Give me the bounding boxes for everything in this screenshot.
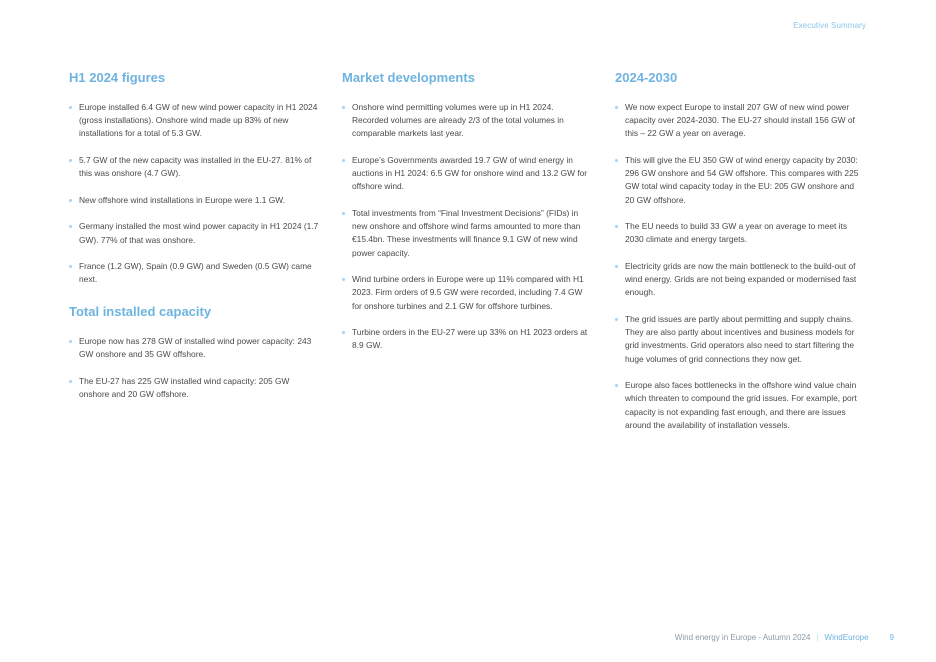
column-3	[615, 70, 865, 445]
footer-separator: |	[816, 633, 819, 642]
list-item: The grid issues are partly about permitting and supply chains. They are also partly about incentives and business models for grid investments. Grid operators also need to start filtering the huge volumes of grid connections they now get.	[615, 313, 865, 366]
list-item: We now expect Europe to install 207 GW of new wind power capacity over 2024-2030. The EU-27 should install 156 GW of this – 22 GW a year on average.	[615, 101, 865, 141]
list-item: Turbine orders in the EU-27 were up 33% on H1 2023 orders at 8.9 GW.	[342, 326, 592, 352]
list-item: 5.7 GW of the new capacity was installed in the EU-27. 81% of this was onshore (4.7 GW).	[69, 154, 319, 180]
column-2	[342, 70, 592, 366]
section-title-h1-2024: H1 2024 figures	[69, 70, 166, 85]
outlook-list	[615, 101, 865, 432]
section-label: Executive Summary	[793, 21, 866, 30]
market-developments-list	[342, 101, 592, 353]
list-item: Europe also faces bottlenecks in the offshore wind value chain which threaten to compound the grid issues. For example, port capacity is not expanding fast enough, and there are issues around the availability of installation vessels.	[615, 379, 865, 432]
page-number: 9	[889, 633, 894, 642]
publication-title: Wind energy in Europe - Autumn 2024	[674, 633, 811, 642]
list-item: Total investments from “Final Investment Decisions” (FIDs) in new onshore and offshore wind farms amounted to more than €15.4bn. These investments will finance 9.1 GW of new wind power capacity.	[342, 207, 592, 260]
total-installed-list	[69, 335, 319, 401]
page-footer	[675, 633, 894, 642]
list-item: The EU-27 has 225 GW installed wind capacity: 205 GW onshore and 20 GW offshore.	[69, 375, 319, 401]
list-item: Germany installed the most wind power capacity in H1 2024 (1.7 GW). 77% of that was onshore.	[69, 220, 319, 246]
list-item: Europe’s Governments awarded 19.7 GW of wind energy in auctions in H1 2024: 6.5 GW for onshore wind and 13.2 GW for offshore wind.	[342, 154, 592, 194]
brand-name: WindEurope	[824, 633, 869, 642]
list-item: Wind turbine orders in Europe were up 11% compared with H1 2023. Firm orders of 9.5 GW were recorded, including 7.4 GW for onshore turbines and 2.1 GW for offshore turbines.	[342, 273, 592, 313]
list-item: Electricity grids are now the main bottleneck to the build-out of wind energy. Grids are not being expanded or modernised fast enough.	[615, 260, 865, 300]
list-item: Europe installed 6.4 GW of new wind power capacity in H1 2024 (gross installations). Onshore wind made up 83% of new installations for a total of 5.3 GW.	[69, 101, 319, 141]
h1-2024-list	[69, 101, 319, 287]
list-item: This will give the EU 350 GW of wind energy capacity by 2030: 296 GW onshore and 54 GW offshore. This compares with 225 GW total wind capacity today in the EU: 205 GW onshore and 20 GW offshore.	[615, 154, 865, 207]
list-item: France (1.2 GW), Spain (0.9 GW) and Sweden (0.5 GW) came next.	[69, 260, 319, 286]
list-item: Europe now has 278 GW of installed wind power capacity: 243 GW onshore and 35 GW offshore.	[69, 335, 319, 361]
column-1	[69, 70, 319, 415]
list-item: Onshore wind permitting volumes were up in H1 2024. Recorded volumes are already 2/3 of the total volumes in comparable markets last year.	[342, 101, 592, 141]
list-item: New offshore wind installations in Europe were 1.1 GW.	[69, 194, 319, 207]
section-title-market-developments: Market developments	[342, 70, 475, 85]
section-title-2024-2030: 2024-2030	[615, 70, 678, 85]
section-title-total-installed: Total installed capacity	[69, 303, 212, 319]
list-item: The EU needs to build 33 GW a year on average to meet its 2030 climate and energy targets.	[615, 220, 865, 246]
